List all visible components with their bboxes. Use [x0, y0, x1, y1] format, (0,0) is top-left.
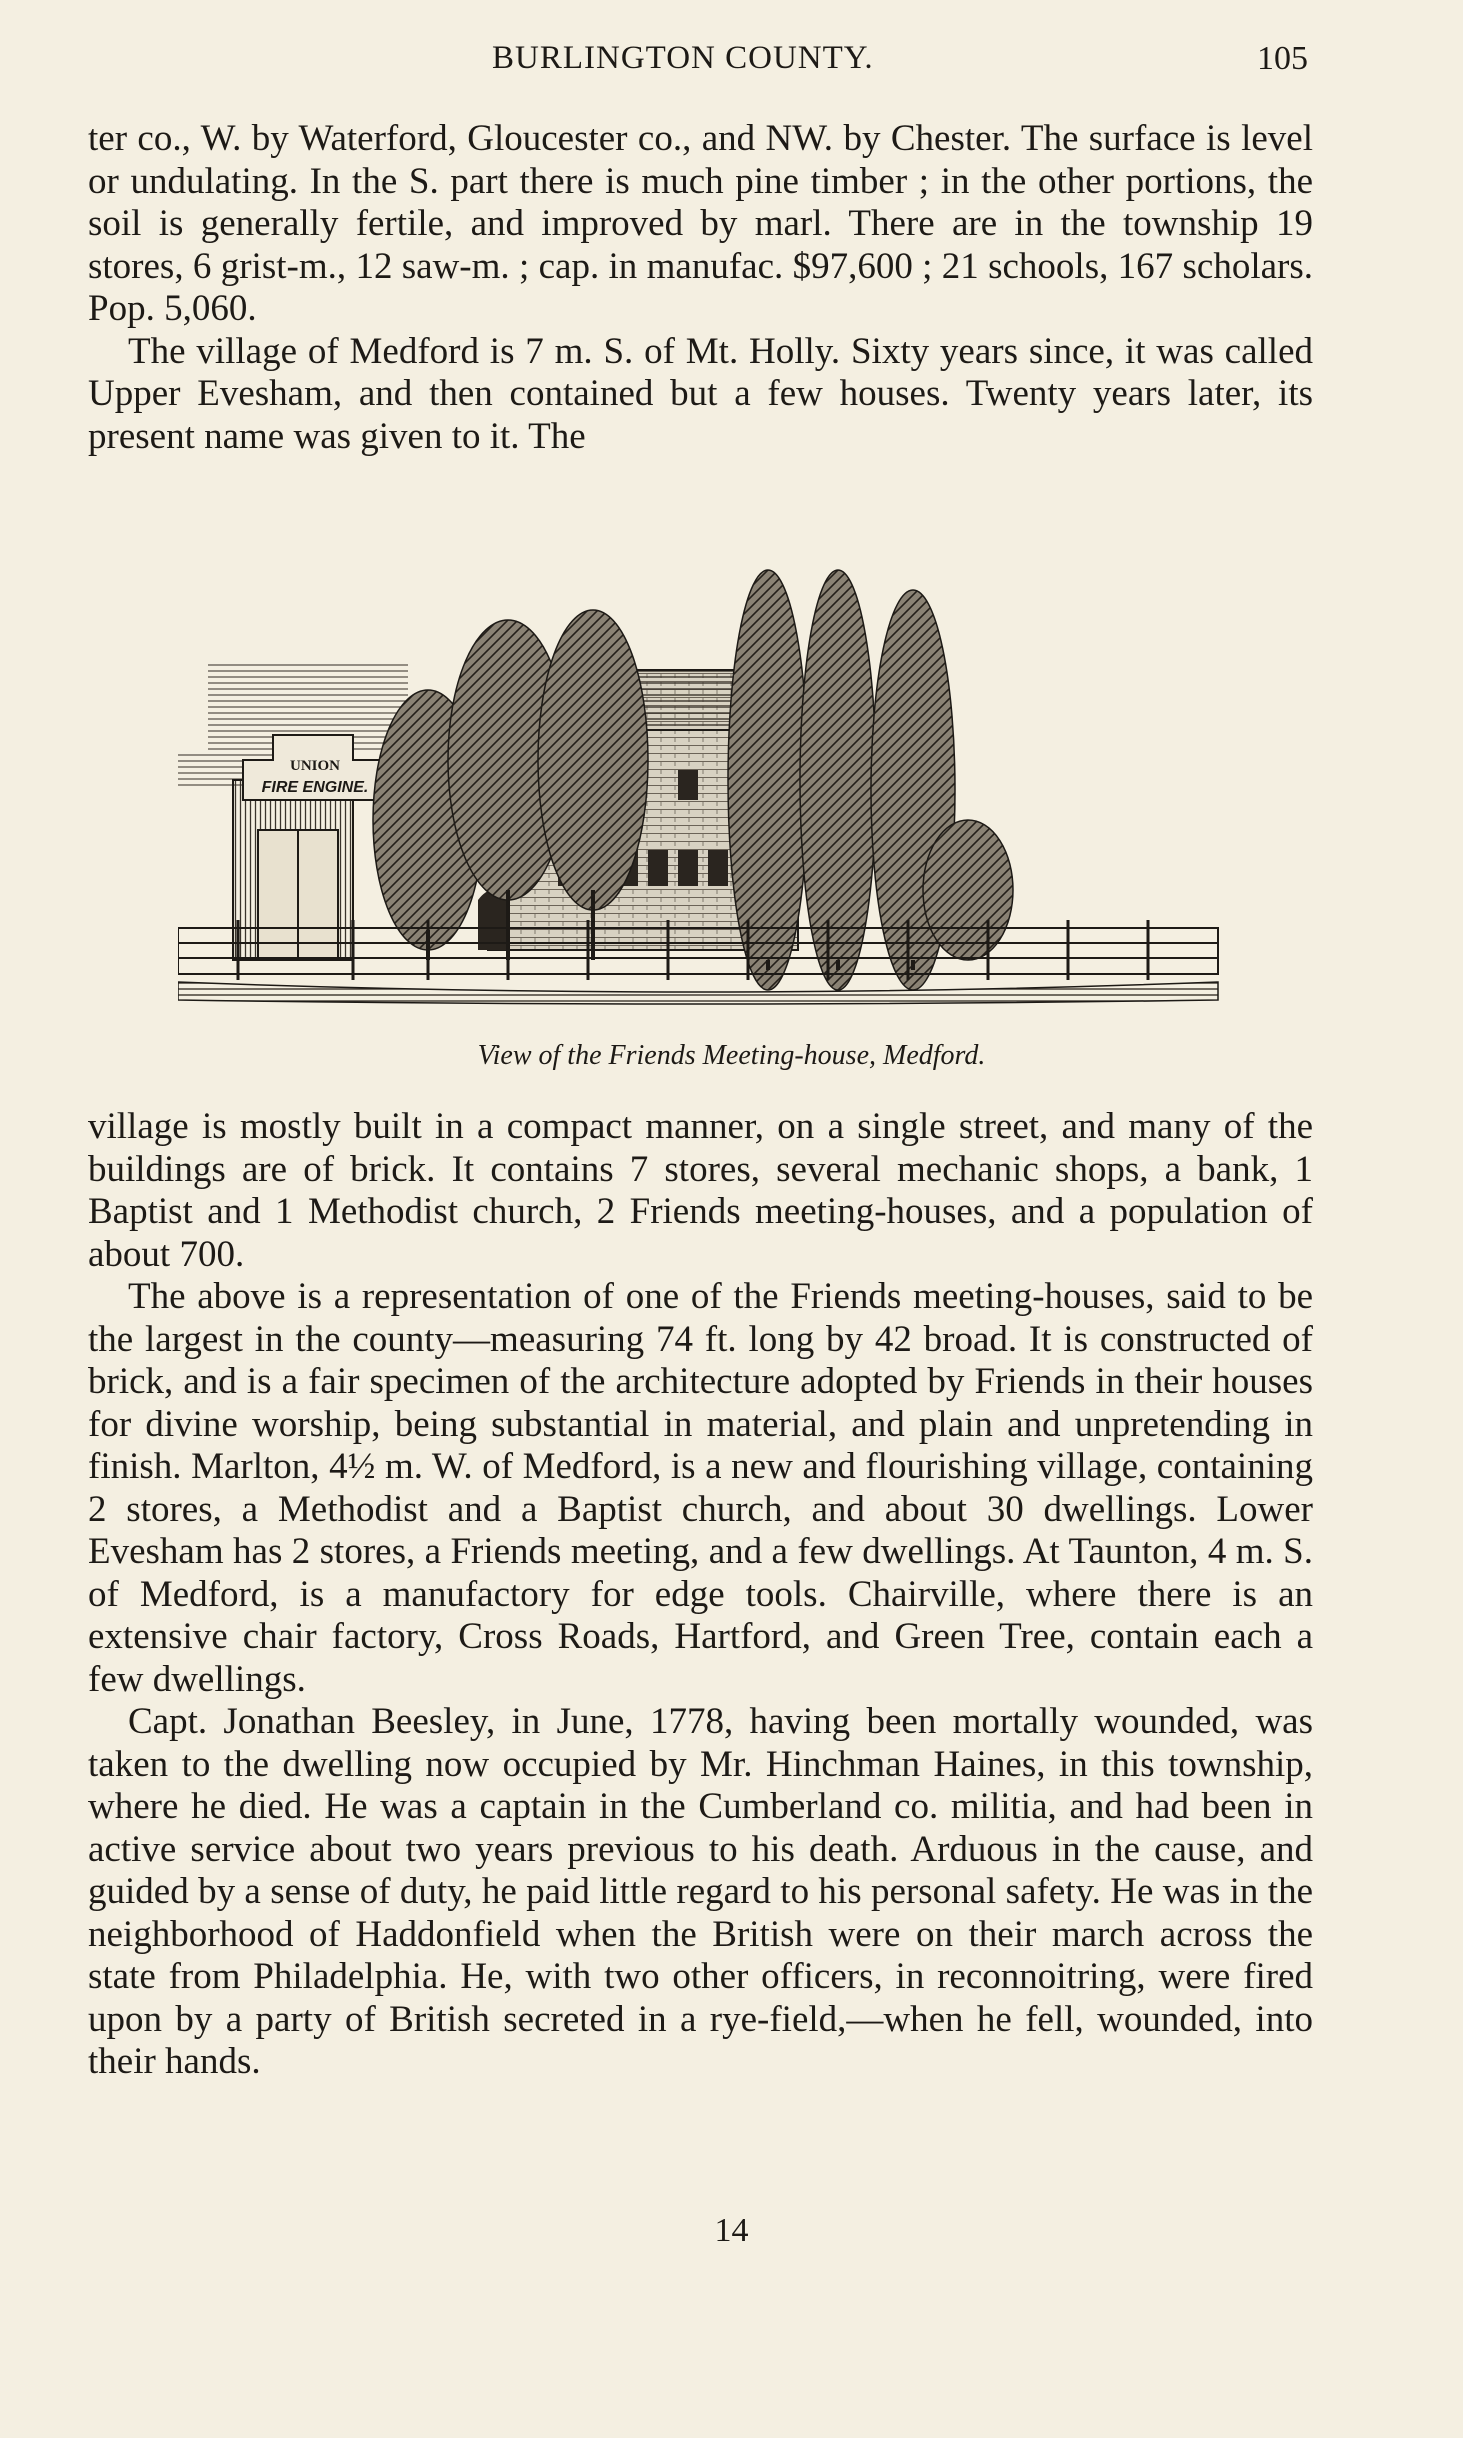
- figure-caption: View of the Friends Meeting-house, Medford.: [477, 1040, 986, 1071]
- fire-engine-house: [233, 735, 388, 960]
- running-head: [0, 40, 1463, 90]
- sign-fire-engine: FIRE ENGINE.: [261, 779, 369, 796]
- running-head-title: BURLINGTON COUNTY.: [492, 40, 874, 76]
- sign-union: UNION: [289, 758, 341, 774]
- text-block-bottom: [88, 1106, 1313, 2084]
- paragraph-village: village is mostly built in a compact manner, on a single street, and many of the buildings are of brick. It contains 7 stores, several mechanic shops, a bank, 1 Baptist and 1 Methodist church, 2 Friends meeting-houses, and a population of about 700.: [88, 1106, 1313, 1275]
- paragraph-medford: The village of Medford is 7 m. S. of Mt. Holly. Sixty years since, it was called Upper Evesham, and then contained but a few houses. Twenty years later, its present name was given to it. The: [88, 330, 1313, 457]
- paragraph-beesley: Capt. Jonathan Beesley, in June, 1778, having been mortally wounded, was taken to the dwelling now occupied by Mr. Hinchman Haines, in this township, where he died. He was a captain in the Cumberland co. militia, and had been in active service about two years previous to his death. Arduous in the cause, and guided by a sense of duty, he paid little regard to his personal safety. He was in the neighborhood of Haddonfield when the British were on their march across the state from Philadelphia. He, with two other officers, in reconnoitring, were fired upon by a party of British secreted in a rye-field,—when he fell, wounded, into their hands.: [88, 1701, 1313, 2082]
- text-block-top: [88, 118, 1313, 458]
- page-number: 105: [1257, 40, 1308, 77]
- paragraph-continuation: ter co., W. by Waterford, Gloucester co., and NW. by Chester. The surface is level or undulating. In the S. part there is much pine timber ; in the other portions, the soil is generally fertile, and improved by marl. There are in the township 19 stores, 6 grist-m., 12 saw-m. ; cap. in manufac. $97,600 ; 21 schools, 167 scholars. Pop. 5,060.: [88, 118, 1313, 329]
- ground-hatching: [178, 982, 1218, 1004]
- paragraph-meeting-house: The above is a representation of one of the Friends meeting-houses, said to be the largest in the county—measuring 74 ft. long by 42 broad. It is constructed of brick, and is a fair specimen of the architecture adopted by Friends in their houses for divine worship, being substantial in material, and plain and unpretending in finish. Marlton, 4½ m. W. of Medford, is a new and flourishing village, containing 2 stores, a Methodist and a Baptist church, and about 30 dwellings. Lower Evesham has 2 stores, a Friends meeting, and a few dwellings. At Taunton, 4 m. S. of Medford, is a manufactory for edge tools. Chairville, where there is an extensive chair factory, Cross Roads, Hartford, and Green Tree, contain each a few dwellings.: [88, 1276, 1313, 1700]
- signature-mark: 14: [714, 2212, 749, 2249]
- engraving-friends-meeting-house: [178, 530, 1248, 1010]
